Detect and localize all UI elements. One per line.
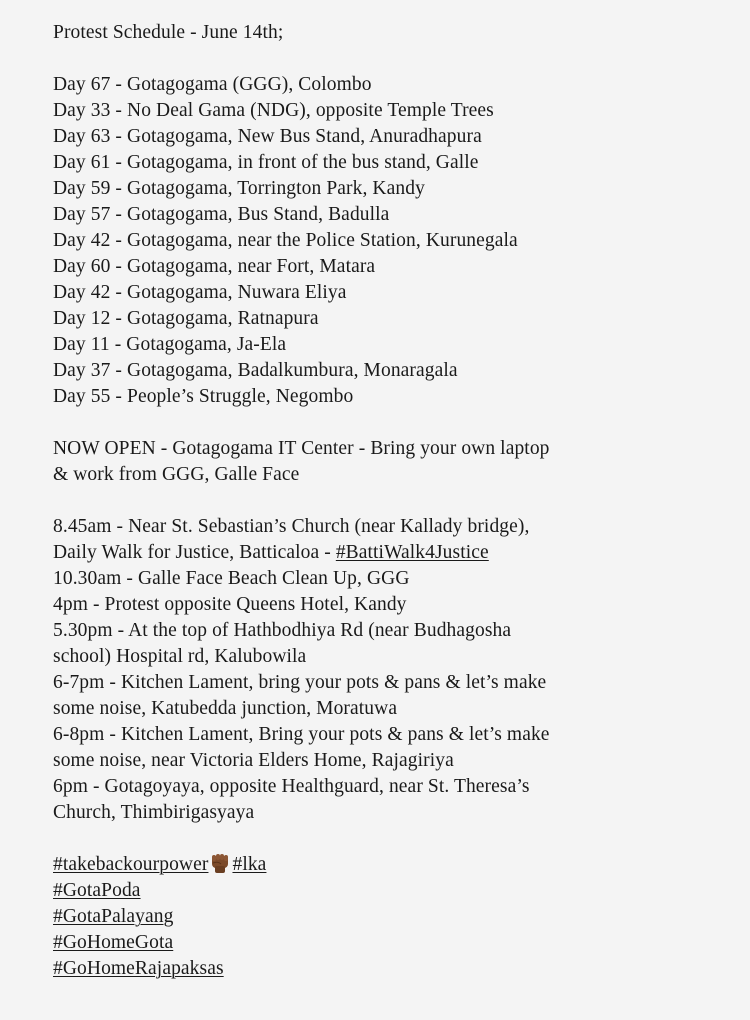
event-line: 6-7pm - Kitchen Lament, bring your pots & pans & let’s make <box>53 672 547 693</box>
hashtag-gotapalayang[interactable]: #GotaPalayang <box>53 906 174 927</box>
event-line: 6-8pm - Kitchen Lament, Bring your pots & pans & let’s make <box>53 724 550 745</box>
day-item: Day 61 - Gotagogama, in front of the bus stand, Galle <box>53 152 479 173</box>
event-text: Daily Walk for Justice, Batticaloa - <box>53 542 336 563</box>
hashtag-battiwalk4justice[interactable]: #BattiWalk4Justice <box>335 542 489 563</box>
day-item: Day 12 - Gotagogama, Ratnapura <box>53 308 319 329</box>
hashtag-line <box>53 930 733 956</box>
event-line <box>53 540 733 566</box>
hashtag-list <box>53 852 733 982</box>
event-line: 10.30am - Galle Face Beach Clean Up, GGG <box>53 568 410 589</box>
event-line: 5.30pm - At the top of Hathbodhiya Rd (near Budhagosha <box>53 620 512 641</box>
announcement-line: NOW OPEN - Gotagogama IT Center - Bring your own laptop <box>53 438 550 459</box>
day-item: Day 33 - No Deal Gama (NDG), opposite Temple Trees <box>53 100 494 121</box>
day-item: Day 60 - Gotagogama, near Fort, Matara <box>53 256 376 277</box>
event-line: school) Hospital rd, Kalubowila <box>53 646 307 667</box>
schedule-note <box>53 20 733 982</box>
hashtag-takebackourpower[interactable]: #takebackourpower <box>53 854 209 875</box>
hashtag-lka[interactable]: #lka <box>232 854 267 875</box>
hashtag-line <box>53 904 733 930</box>
hashtag-gohomegota[interactable]: #GoHomeGota <box>53 932 174 953</box>
day-item: Day 67 - Gotagogama (GGG), Colombo <box>53 74 372 95</box>
day-item: Day 63 - Gotagogama, New Bus Stand, Anuradhapura <box>53 126 482 147</box>
hashtag-line <box>53 852 733 878</box>
day-item: Day 59 - Gotagogama, Torrington Park, Kandy <box>53 178 425 199</box>
spacer <box>53 46 733 72</box>
hashtag-line <box>53 878 733 904</box>
hashtag-line <box>53 956 733 982</box>
event-line: some noise, Katubedda junction, Moratuwa <box>53 698 398 719</box>
event-line: Church, Thimbirigasyaya <box>53 802 255 823</box>
spacer <box>53 826 733 852</box>
hashtag-gohomerajapaksas[interactable]: #GoHomeRajapaksas <box>53 958 224 979</box>
raised-fist-icon <box>209 853 231 873</box>
day-item: Day 37 - Gotagogama, Badalkumbura, Monaragala <box>53 360 458 381</box>
hashtag-gotapoda[interactable]: #GotaPoda <box>53 880 141 901</box>
day-list <box>53 72 733 410</box>
day-item: Day 57 - Gotagogama, Bus Stand, Badulla <box>53 204 390 225</box>
schedule-title: Protest Schedule - June 14th; <box>53 22 284 43</box>
day-item: Day 42 - Gotagogama, Nuwara Eliya <box>53 282 347 303</box>
event-list <box>53 514 733 826</box>
event-line: 4pm - Protest opposite Queens Hotel, Kandy <box>53 594 407 615</box>
day-item: Day 55 - People’s Struggle, Negombo <box>53 386 354 407</box>
announcement-line: & work from GGG, Galle Face <box>53 464 300 485</box>
it-center-announcement <box>53 436 733 488</box>
spacer <box>53 488 733 514</box>
day-item: Day 42 - Gotagogama, near the Police Station, Kurunegala <box>53 230 518 251</box>
day-item: Day 11 - Gotagogama, Ja-Ela <box>53 334 287 355</box>
event-line: some noise, near Victoria Elders Home, Rajagiriya <box>53 750 454 771</box>
spacer <box>53 410 733 436</box>
event-line: 6pm - Gotagoyaya, opposite Healthguard, near St. Theresa’s <box>53 776 530 797</box>
event-line: 8.45am - Near St. Sebastian’s Church (near Kallady bridge), <box>53 516 530 537</box>
